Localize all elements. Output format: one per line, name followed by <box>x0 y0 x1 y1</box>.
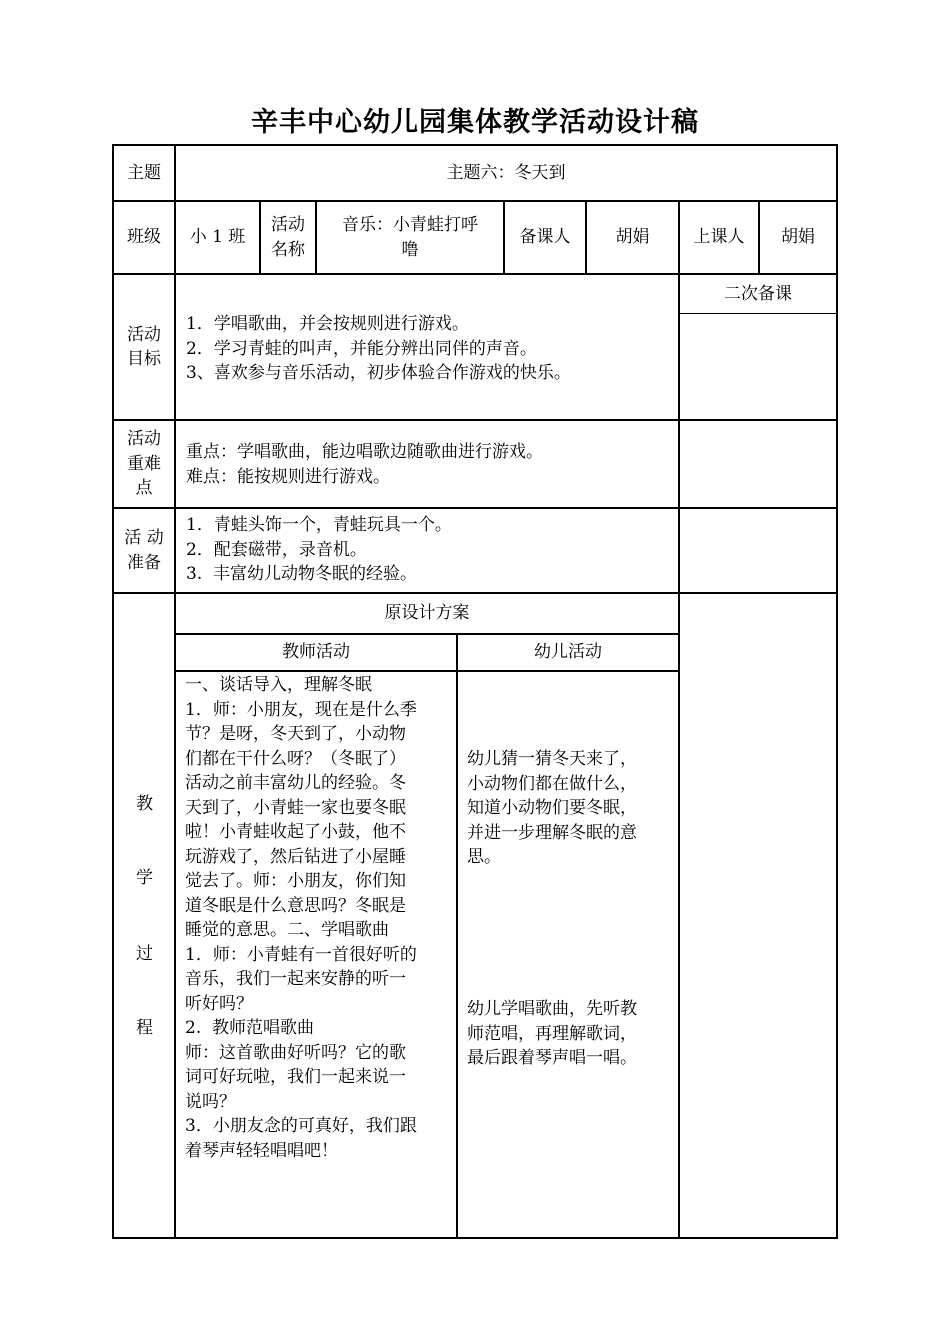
list-item: 重点：学唱歌曲，能边唱歌边随歌曲进行游戏。 <box>186 442 543 462</box>
child-activity-header: 幼儿活动 <box>534 642 602 663</box>
class-label: 班级 <box>127 227 161 248</box>
activity-name-label: 活动 名称 <box>271 215 305 260</box>
key-points <box>176 440 676 489</box>
preparer-value: 胡娟 <box>615 227 650 248</box>
class-value: 小 1 班 <box>189 227 246 248</box>
list-item: 难点：能按规则进行游戏。 <box>186 466 390 487</box>
theme-value: 主题六：冬天到 <box>446 162 566 183</box>
prep-label: 活 动 准备 <box>124 528 164 573</box>
child-activity-text-1: 幼儿猜一猜冬天来了， 小动物们都在做什么， 知道小动物们要冬眠， 并进一步理解冬眠的意 思。 <box>467 749 637 867</box>
process-label: 教 学 过 程 <box>136 794 153 1038</box>
page-title: 辛丰中心幼儿园集体教学活动设计稿 <box>251 107 699 138</box>
key-points-label: 活动 重难 点 <box>127 429 161 499</box>
preparer-label: 备课人 <box>519 227 571 248</box>
goals-list <box>176 312 676 386</box>
list-item: 2．学习青蛙的叫声，并能分辨出同伴的声音。 <box>186 338 537 359</box>
teacher-value: 胡娟 <box>781 227 815 248</box>
teacher-activity-header: 教师活动 <box>282 642 350 663</box>
activity-name-value: 音乐：小青蛙打呼 噜 <box>342 215 478 260</box>
list-item: 3. 丰富幼儿动物冬眠的经验。 <box>186 564 418 584</box>
second-prep-label: 二次备课 <box>724 283 792 304</box>
original-plan-label: 原设计方案 <box>384 603 470 624</box>
theme-label: 主题 <box>127 162 161 183</box>
list-item: 3、喜欢参与音乐活动，初步体验合作游戏的快乐。 <box>186 363 571 383</box>
list-item: 1．青蛙头饰一个，青蛙玩具一个。 <box>186 515 452 535</box>
prep-items <box>176 513 676 587</box>
list-item: 2．配套磁带，录音机。 <box>186 539 367 560</box>
teacher-activity-text: 一、谈话导入，理解冬眠 1．师：小朋友，现在是什么季 节？是呀，冬天到了，小动物 们都在干什么呀？（冬眠了） 活动之前丰富幼儿的经验。冬 天到了，小青蛙一家也要冬眠 啦！小青蛙收起了小鼓，他不 玩游戏了，然后钻进了小屋睡 觉去了。师：小朋友，你们知 道冬眠是什么意思吗？冬眠是 睡觉的意思。二、学唱歌曲 1．师：小青蛙有一首很好听的 音乐，我们一起来安静的听一 听好吗？ 2. 教师范唱歌曲 师：这首歌曲好听吗？它的歌 词可好玩啦，我们一起来说一 说吗？ 3．小朋友念的可真好，我们跟 着琴声轻轻唱唱吧！ <box>185 675 417 1161</box>
child-activity-text-2: 幼儿学唱歌曲，先听教 师范唱，再理解歌词， 最后跟着琴声唱一唱。 <box>467 999 637 1068</box>
teacher-label: 上课人 <box>693 227 745 248</box>
list-item: 1．学唱歌曲，并会按规则进行游戏。 <box>186 314 469 334</box>
goals-label: 活动 目标 <box>127 324 161 369</box>
